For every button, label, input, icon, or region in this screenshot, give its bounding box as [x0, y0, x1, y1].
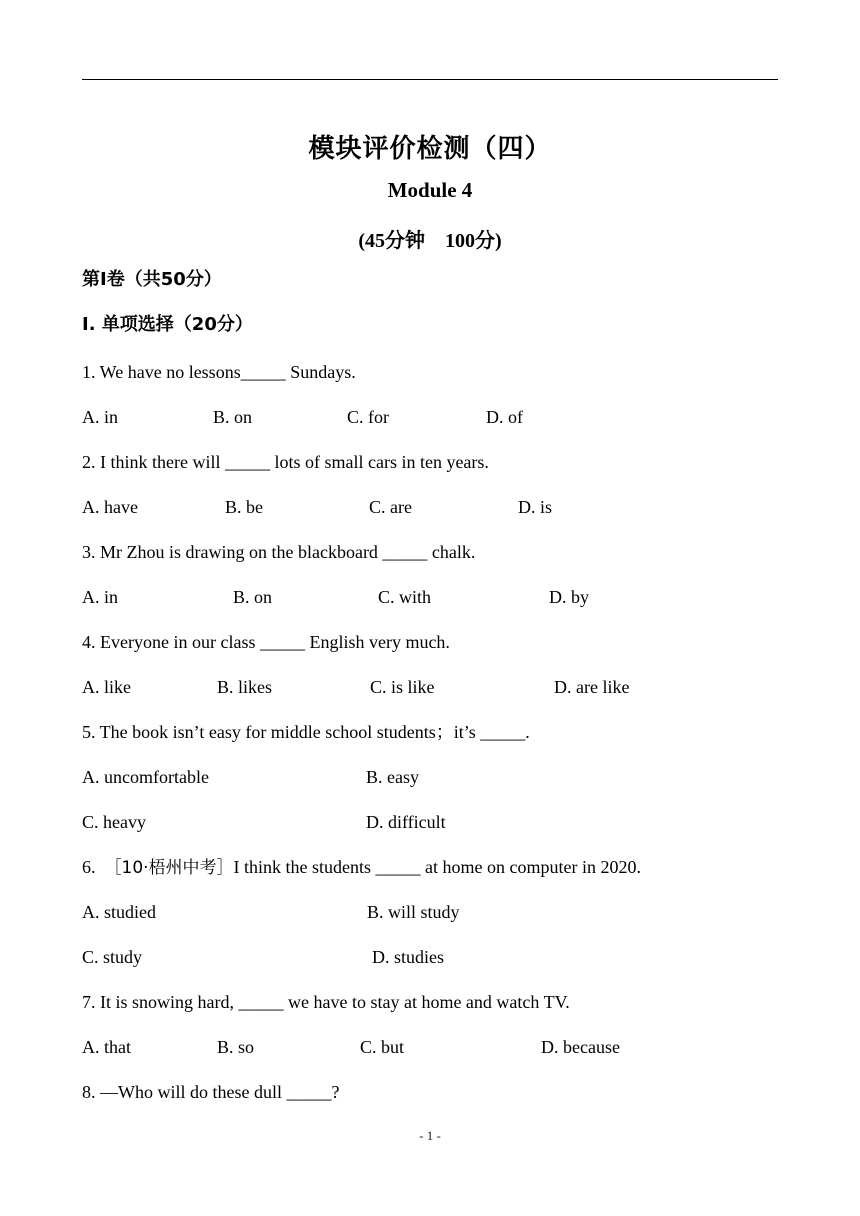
option-7d: D. because [541, 1037, 620, 1057]
question-stem-4: 4. Everyone in our class _____ English very much. [82, 632, 450, 652]
option-4c: C. is like [370, 677, 435, 697]
option-5d: D. difficult [366, 812, 446, 832]
option-7a: A. that [82, 1037, 131, 1057]
question-stem-7: 7. It is snowing hard, _____ we have to stay at home and watch TV. [82, 992, 570, 1012]
option-1a: A. in [82, 407, 118, 427]
source-tag: ［10·梧州中考］ [104, 858, 234, 878]
option-1c: C. for [347, 407, 389, 427]
option-5c: C. heavy [82, 812, 146, 832]
part-heading: 第Ⅰ卷（共50分） [82, 269, 222, 290]
page-title: 模块评价检测（四） [308, 134, 552, 164]
option-7b: B. so [217, 1037, 255, 1057]
option-2d: D. is [518, 497, 553, 517]
question-stem-3: 3. Mr Zhou is drawing on the blackboard _____ chalk. [82, 542, 476, 562]
option-2c: C. are [369, 497, 412, 517]
option-1d: D. of [486, 407, 523, 427]
question-stem-1: 1. We have no lessons_____ Sundays. [82, 362, 356, 382]
option-6b: B. will study [367, 902, 460, 922]
section-heading: Ⅰ. 单项选择（20分） [82, 314, 253, 335]
option-4d: D. are like [554, 677, 630, 697]
option-3b: B. on [233, 587, 273, 607]
question-stem-2: 2. I think there will _____ lots of small cars in ten years. [82, 452, 489, 472]
time-score: (45分钟 100分) [358, 230, 502, 252]
option-6d: D. studies [372, 947, 444, 967]
option-2a: A. have [82, 497, 138, 517]
option-1b: B. on [213, 407, 253, 427]
question-stem-8: 8. —Who will do these dull _____? [82, 1082, 340, 1102]
page-number: - 1 - [419, 1128, 441, 1143]
question-text-6: I think the students _____ at home on computer in 2020. [233, 857, 641, 877]
option-6c: C. study [82, 947, 143, 967]
option-2b: B. be [225, 497, 263, 517]
option-5a: A. uncomfortable [82, 767, 209, 787]
option-3d: D. by [549, 587, 589, 607]
header-rule [82, 79, 778, 80]
option-4b: B. likes [217, 677, 273, 697]
question-stem-6 [82, 855, 641, 880]
option-6a: A. studied [82, 902, 156, 922]
question-stem-5: 5. The book isn’t easy for middle school students；it’s _____. [82, 722, 530, 742]
module-title: Module 4 [387, 178, 473, 202]
option-5b: B. easy [366, 767, 419, 787]
option-3c: C. with [378, 587, 432, 607]
question-number-6: 6. [82, 857, 105, 877]
option-3a: A. in [82, 587, 118, 607]
option-4a: A. like [82, 677, 131, 697]
option-7c: C. but [360, 1037, 405, 1057]
